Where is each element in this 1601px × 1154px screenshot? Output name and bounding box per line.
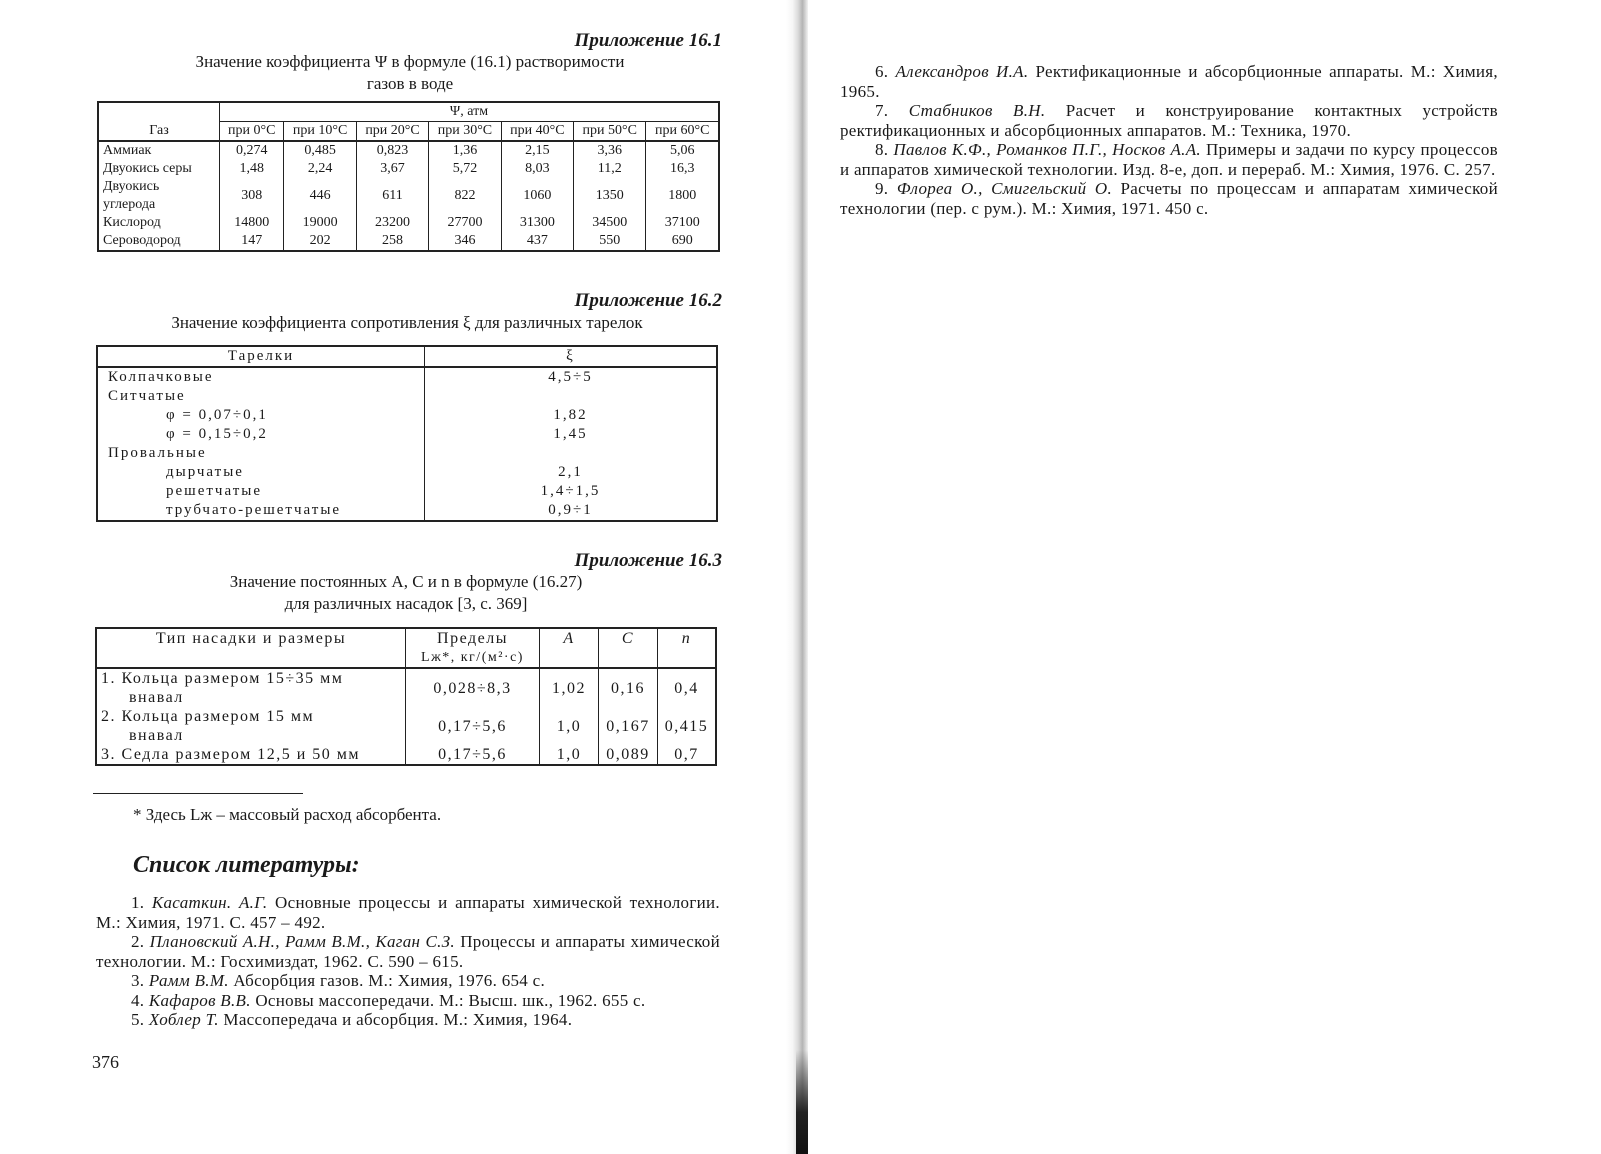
table-row (98, 160, 719, 178)
psi-value: 3,36 (574, 141, 646, 160)
packing-c: 0,089 (599, 745, 658, 765)
plate-type: Колпачковые (97, 367, 425, 387)
psi-value: 550 (574, 232, 646, 251)
reference-number: 1. (131, 893, 145, 912)
reference-authors: Флореа О., Смигельский О. (896, 179, 1113, 198)
reference-number: 3. (131, 971, 145, 990)
psi-value: 147 (220, 232, 284, 251)
header-packing-type: Тип насадки и размеры (96, 628, 406, 668)
packing-constants-table (95, 627, 717, 766)
psi-value: 0,823 (356, 141, 428, 160)
plate-type: решетчатые (97, 482, 425, 501)
psi-value: 1800 (646, 178, 719, 214)
psi-value: 437 (501, 232, 573, 251)
table-row (98, 214, 719, 232)
table-row (97, 367, 717, 387)
reference-authors: Стабников В.Н. (908, 101, 1046, 120)
psi-value: 5,72 (429, 160, 501, 178)
reference-authors: Павлов К.Ф., Романков П.Г., Носков А.А. (893, 140, 1201, 159)
plate-type: дырчатые (97, 463, 425, 482)
header-n: n (658, 628, 717, 668)
table-row (97, 425, 717, 444)
temperature-header: при 20°C (356, 122, 428, 142)
appendix-16-1-caption-line2: газов в воде (366, 74, 454, 93)
header-xi: ξ (425, 346, 718, 367)
psi-value: 23200 (356, 214, 428, 232)
header-psi: Ψ, атм (220, 102, 720, 122)
reference-text: Массопередача и абсорбция. М.: Химия, 1964. (223, 1010, 573, 1029)
reference-authors: Плановский А.Н., Рамм В.М., Каган С.З. (149, 932, 455, 951)
gas-name: Аммиак (98, 141, 220, 160)
packing-type-line: 3. Седла размером 12,5 и 50 мм (101, 746, 361, 763)
xi-value: 4,5÷5 (425, 367, 718, 387)
psi-value: 34500 (574, 214, 646, 232)
appendix-16-3-label: Приложение 16.3 (574, 550, 722, 571)
plate-resistance-body (97, 367, 717, 521)
page-number: 376 (92, 1052, 119, 1072)
reference-item (840, 140, 1498, 179)
packing-type (96, 668, 406, 707)
xi-value: 0,9÷1 (425, 501, 718, 521)
packing-a: 1,0 (540, 707, 599, 745)
reference-number: 9. (875, 179, 889, 198)
reference-item (96, 932, 720, 971)
psi-value: 308 (220, 178, 284, 214)
reference-authors: Хоблер Т. (148, 1010, 219, 1029)
psi-value: 2,24 (284, 160, 356, 178)
gas-name-line: Двуокись (103, 179, 160, 194)
plate-type: φ = 0,07÷0,1 (97, 406, 425, 425)
reference-number: 5. (131, 1010, 145, 1029)
xi-value (425, 387, 718, 406)
psi-value: 446 (284, 178, 356, 214)
table-row (96, 707, 716, 745)
gas-name: Сероводород (98, 232, 220, 251)
plate-type: Ситчатые (97, 387, 425, 406)
packing-n: 0,7 (658, 745, 717, 765)
reference-text: Основы массопередачи. М.: Высш. шк., 1962. 655 с. (255, 990, 646, 1010)
reference-item (840, 62, 1498, 101)
packing-type-line: внавал (129, 727, 184, 744)
psi-value: 346 (429, 232, 501, 251)
table-row (98, 232, 719, 251)
packing-limits: 0,17÷5,6 (406, 745, 540, 765)
header-a: A (540, 628, 599, 668)
reference-text: Абсорбция газов. М.: Химия, 1976. 654 с. (233, 971, 546, 990)
book-gutter-shadow (796, 1050, 808, 1154)
xi-value (425, 444, 718, 463)
plate-type: φ = 0,15÷0,2 (97, 425, 425, 444)
packing-type-line: 1. Кольца размером 15÷35 мм (101, 670, 344, 687)
temperature-header: при 50°C (574, 122, 646, 142)
table-row (96, 668, 716, 707)
temperature-header: при 0°C (220, 122, 284, 142)
psi-value: 2,15 (501, 141, 573, 160)
reference-number: 8. (875, 140, 889, 159)
header-gas: Газ (98, 102, 220, 141)
packing-n: 0,415 (658, 707, 717, 745)
appendix-16-1-caption-line1: Значение коэффициента Ψ в формуле (16.1) растворимости (195, 52, 625, 71)
right-page (810, 0, 1601, 1154)
header-limits-line1: Пределы (437, 630, 508, 647)
psi-value: 3,67 (356, 160, 428, 178)
psi-value: 8,03 (501, 160, 573, 178)
appendix-16-2-caption: Значение коэффициента сопротивления ξ для различных тарелок (171, 313, 643, 332)
packing-type (96, 707, 406, 745)
appendix-16-3-caption (100, 571, 712, 615)
table-row (98, 141, 719, 160)
footnote-rule (93, 793, 303, 794)
reference-authors: Кафаров В.В. (148, 990, 251, 1010)
table-row (97, 482, 717, 501)
gas-name: Двуокись серы (98, 160, 220, 178)
psi-value: 37100 (646, 214, 719, 232)
xi-value: 2,1 (425, 463, 718, 482)
psi-value: 1,48 (220, 160, 284, 178)
reference-authors: Касаткин. А.Г. (151, 893, 268, 912)
appendix-16-3-caption-line1: Значение постоянных A, C и n в формуле (16.27) (229, 572, 583, 591)
psi-value: 1060 (501, 178, 573, 214)
references-right (840, 62, 1498, 218)
table-row (97, 501, 717, 521)
psi-value: 202 (284, 232, 356, 251)
psi-value: 1350 (574, 178, 646, 214)
psi-value: 258 (356, 232, 428, 251)
psi-value: 16,3 (646, 160, 719, 178)
packing-type (96, 745, 406, 765)
xi-value: 1,82 (425, 406, 718, 425)
left-page (0, 0, 790, 1154)
table-row (96, 745, 716, 765)
packing-type-line: 2. Кольца размером 15 мм (101, 708, 315, 725)
reference-text: Ректификационные и абсорбционные аппараты. М.: Химия, 1965. (840, 62, 1498, 101)
psi-value: 1,36 (429, 141, 501, 160)
header-limits-line2: Lж*, кг/(м²·с) (421, 650, 524, 665)
gas-solubility-body (98, 141, 719, 251)
reference-item (840, 101, 1498, 140)
temperature-header: при 30°C (429, 122, 501, 142)
psi-value: 822 (429, 178, 501, 214)
psi-value: 31300 (501, 214, 573, 232)
packing-c: 0,167 (599, 707, 658, 745)
table-row (97, 463, 717, 482)
reference-number: 7. (875, 101, 889, 120)
literature-heading: Список литературы: (133, 852, 360, 878)
temperature-header: при 10°C (284, 122, 356, 142)
packing-n: 0,4 (658, 668, 717, 707)
gas-name (98, 178, 220, 214)
reference-text: Примеры и задачи по курсу процессов и аппаратов химической технологии. Изд. 8-е, доп. и перераб. М.: Химия, 1976. С. 257. (840, 140, 1498, 179)
header-limits (406, 628, 540, 668)
psi-value: 690 (646, 232, 719, 251)
table-row (97, 444, 717, 463)
table-row (97, 387, 717, 406)
appendix-16-1-label: Приложение 16.1 (574, 30, 722, 51)
packing-c: 0,16 (599, 668, 658, 707)
packing-constants-body (96, 668, 716, 765)
reference-text: Основные процессы и аппараты химической технологии. М.: Химия, 1971. С. 457 – 492. (96, 893, 720, 932)
plate-type: Провальные (97, 444, 425, 463)
temperature-header: при 40°C (501, 122, 573, 142)
reference-number: 2. (131, 932, 145, 951)
header-c: C (599, 628, 658, 668)
packing-type-line: внавал (129, 689, 184, 706)
psi-value: 5,06 (646, 141, 719, 160)
appendix-16-3-caption-line2: для различных насадок [3, с. 369] (284, 594, 528, 613)
table-row (98, 178, 719, 214)
packing-limits: 0,17÷5,6 (406, 707, 540, 745)
reference-number: 4. (131, 990, 145, 1010)
reference-item (96, 1010, 720, 1030)
gas-solubility-table (97, 101, 720, 252)
reference-item (96, 971, 720, 991)
psi-value: 27700 (429, 214, 501, 232)
table-row (97, 406, 717, 425)
footnote: * Здесь Lж – массовый расход абсорбента. (133, 805, 442, 824)
packing-limits: 0,028÷8,3 (406, 668, 540, 707)
appendix-16-1-caption (100, 51, 720, 95)
gas-name-line: углерода (103, 197, 156, 212)
plate-type: трубчато-решетчатые (97, 501, 425, 521)
reference-item (96, 991, 720, 1011)
psi-value: 0,274 (220, 141, 284, 160)
reference-text: Процессы и аппараты химической технологии. М.: Госхимиздат, 1962. С. 590 – 615. (96, 932, 721, 971)
psi-value: 0,485 (284, 141, 356, 160)
reference-number: 6. (875, 62, 889, 81)
header-plates: Тарелки (97, 346, 425, 367)
psi-value: 19000 (284, 214, 356, 232)
psi-value: 14800 (220, 214, 284, 232)
references-left (96, 893, 720, 1030)
reference-authors: Александров И.А. (895, 62, 1029, 81)
appendix-16-2-label: Приложение 16.2 (574, 290, 722, 311)
packing-a: 1,0 (540, 745, 599, 765)
xi-value: 1,45 (425, 425, 718, 444)
reference-item (840, 179, 1498, 218)
psi-value: 11,2 (574, 160, 646, 178)
plate-resistance-table (96, 345, 718, 522)
reference-item (96, 893, 720, 932)
reference-text: Расчет и конструирование контактных устройств ректификационных и абсорбционных аппаратов. М.: Техника, 1970. (840, 101, 1498, 140)
reference-text: Расчеты по процессам и аппаратам химической технологии (пер. с рум.). М.: Химия, 1971. 450 с. (840, 179, 1498, 218)
xi-value: 1,4÷1,5 (425, 482, 718, 501)
gas-name: Кислород (98, 214, 220, 232)
reference-authors: Рамм В.М. (148, 971, 229, 990)
packing-a: 1,02 (540, 668, 599, 707)
psi-value: 611 (356, 178, 428, 214)
temperature-header: при 60°C (646, 122, 719, 142)
